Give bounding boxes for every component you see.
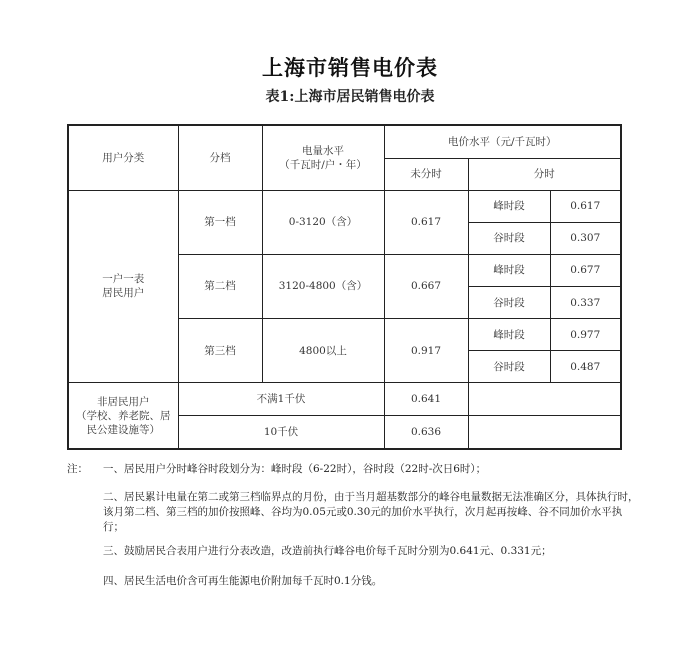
tier-3-range: 4800以上 — [262, 319, 384, 383]
non-residential-level-1: 不满1千伏 — [178, 383, 384, 416]
non-residential-category-line1: 非居民用户 — [97, 395, 150, 408]
tier-1-valley-label: 谷时段 — [468, 222, 550, 254]
header-user-category: 用户分类 — [68, 125, 178, 190]
non-residential-category-cell — [68, 383, 178, 449]
tier-2-valley-label: 谷时段 — [468, 286, 550, 318]
residential-tariff-table — [67, 124, 622, 450]
header-consumption-label: 电量水平 — [302, 144, 344, 157]
non-residential-level-2: 10千伏 — [178, 416, 384, 449]
non-residential-price-2: 0.636 — [384, 416, 468, 449]
non-residential-price-1: 0.641 — [384, 383, 468, 416]
tier-2-range: 3120-4800（含） — [262, 254, 384, 318]
note-1-text: 一、居民用户分时峰谷时段划分为：峰时段（6-22时），谷时段（22时-次日6时）； — [103, 463, 487, 475]
tier-3-valley-price: 0.487 — [550, 351, 621, 383]
residential-category-line2: 居民用户 — [102, 287, 145, 300]
residential-category-cell — [68, 190, 178, 383]
table-caption: 表1:上海市居民销售电价表 — [265, 89, 435, 105]
tier-1-valley-price: 0.307 — [550, 222, 621, 254]
header-non-tou: 未分时 — [384, 158, 468, 190]
tier-2-label: 第二档 — [178, 254, 262, 318]
note-4-text: 四、居民生活电价含可再生能源电价附加每千瓦时0.1分钱。 — [103, 575, 383, 587]
header-tou: 分时 — [468, 158, 621, 190]
tier-2-non-tou-price: 0.667 — [384, 254, 468, 318]
note-2-text: 二、居民累计电量在第二或第三档临界点的月份，由于当月超基数部分的峰谷电量数据无法准确区分，具体执行时，该月第二档、第三档的加价按照峰、谷均为0.05元或0.30元的加价水平执行，次月起再按峰、谷不同加价水平执行； — [103, 491, 639, 533]
header-consumption-unit: （千瓦时/户・年） — [279, 158, 367, 171]
tier-3-peak-price: 0.977 — [550, 319, 621, 351]
non-residential-category-line2: （学校、养老院、居 — [76, 409, 171, 422]
tier-1-non-tou-price: 0.617 — [384, 190, 468, 254]
tier-3-valley-label: 谷时段 — [468, 351, 550, 383]
notes-label: 注： — [67, 463, 88, 475]
header-consumption-level — [262, 125, 384, 190]
tier-1-label: 第一档 — [178, 190, 262, 254]
non-residential-category-line3: 民公建设施等） — [86, 423, 160, 436]
header-price-level: 电价水平（元/千瓦时） — [384, 125, 621, 158]
header-tier: 分档 — [178, 125, 262, 190]
tier-2-peak-label: 峰时段 — [468, 254, 550, 286]
tier-1-range: 0-3120（含） — [262, 190, 384, 254]
tier-3-peak-label: 峰时段 — [468, 319, 550, 351]
non-residential-tou-empty-2 — [468, 416, 621, 449]
tier-3-label: 第三档 — [178, 319, 262, 383]
tier-1-peak-label: 峰时段 — [468, 190, 550, 222]
tier-2-peak-price: 0.677 — [550, 254, 621, 286]
tier-2-valley-price: 0.337 — [550, 286, 621, 318]
non-residential-tou-empty-1 — [468, 383, 621, 416]
document-title: 上海市销售电价表 — [262, 56, 438, 80]
tier-1-peak-price: 0.617 — [550, 190, 621, 222]
note-3-text: 三、鼓励居民合表用户进行分表改造，改造前执行峰谷电价每千瓦时分别为0.641元、0.331元； — [103, 545, 552, 557]
residential-category-line1: 一户一表 — [102, 273, 145, 286]
tier-3-non-tou-price: 0.917 — [384, 319, 468, 383]
